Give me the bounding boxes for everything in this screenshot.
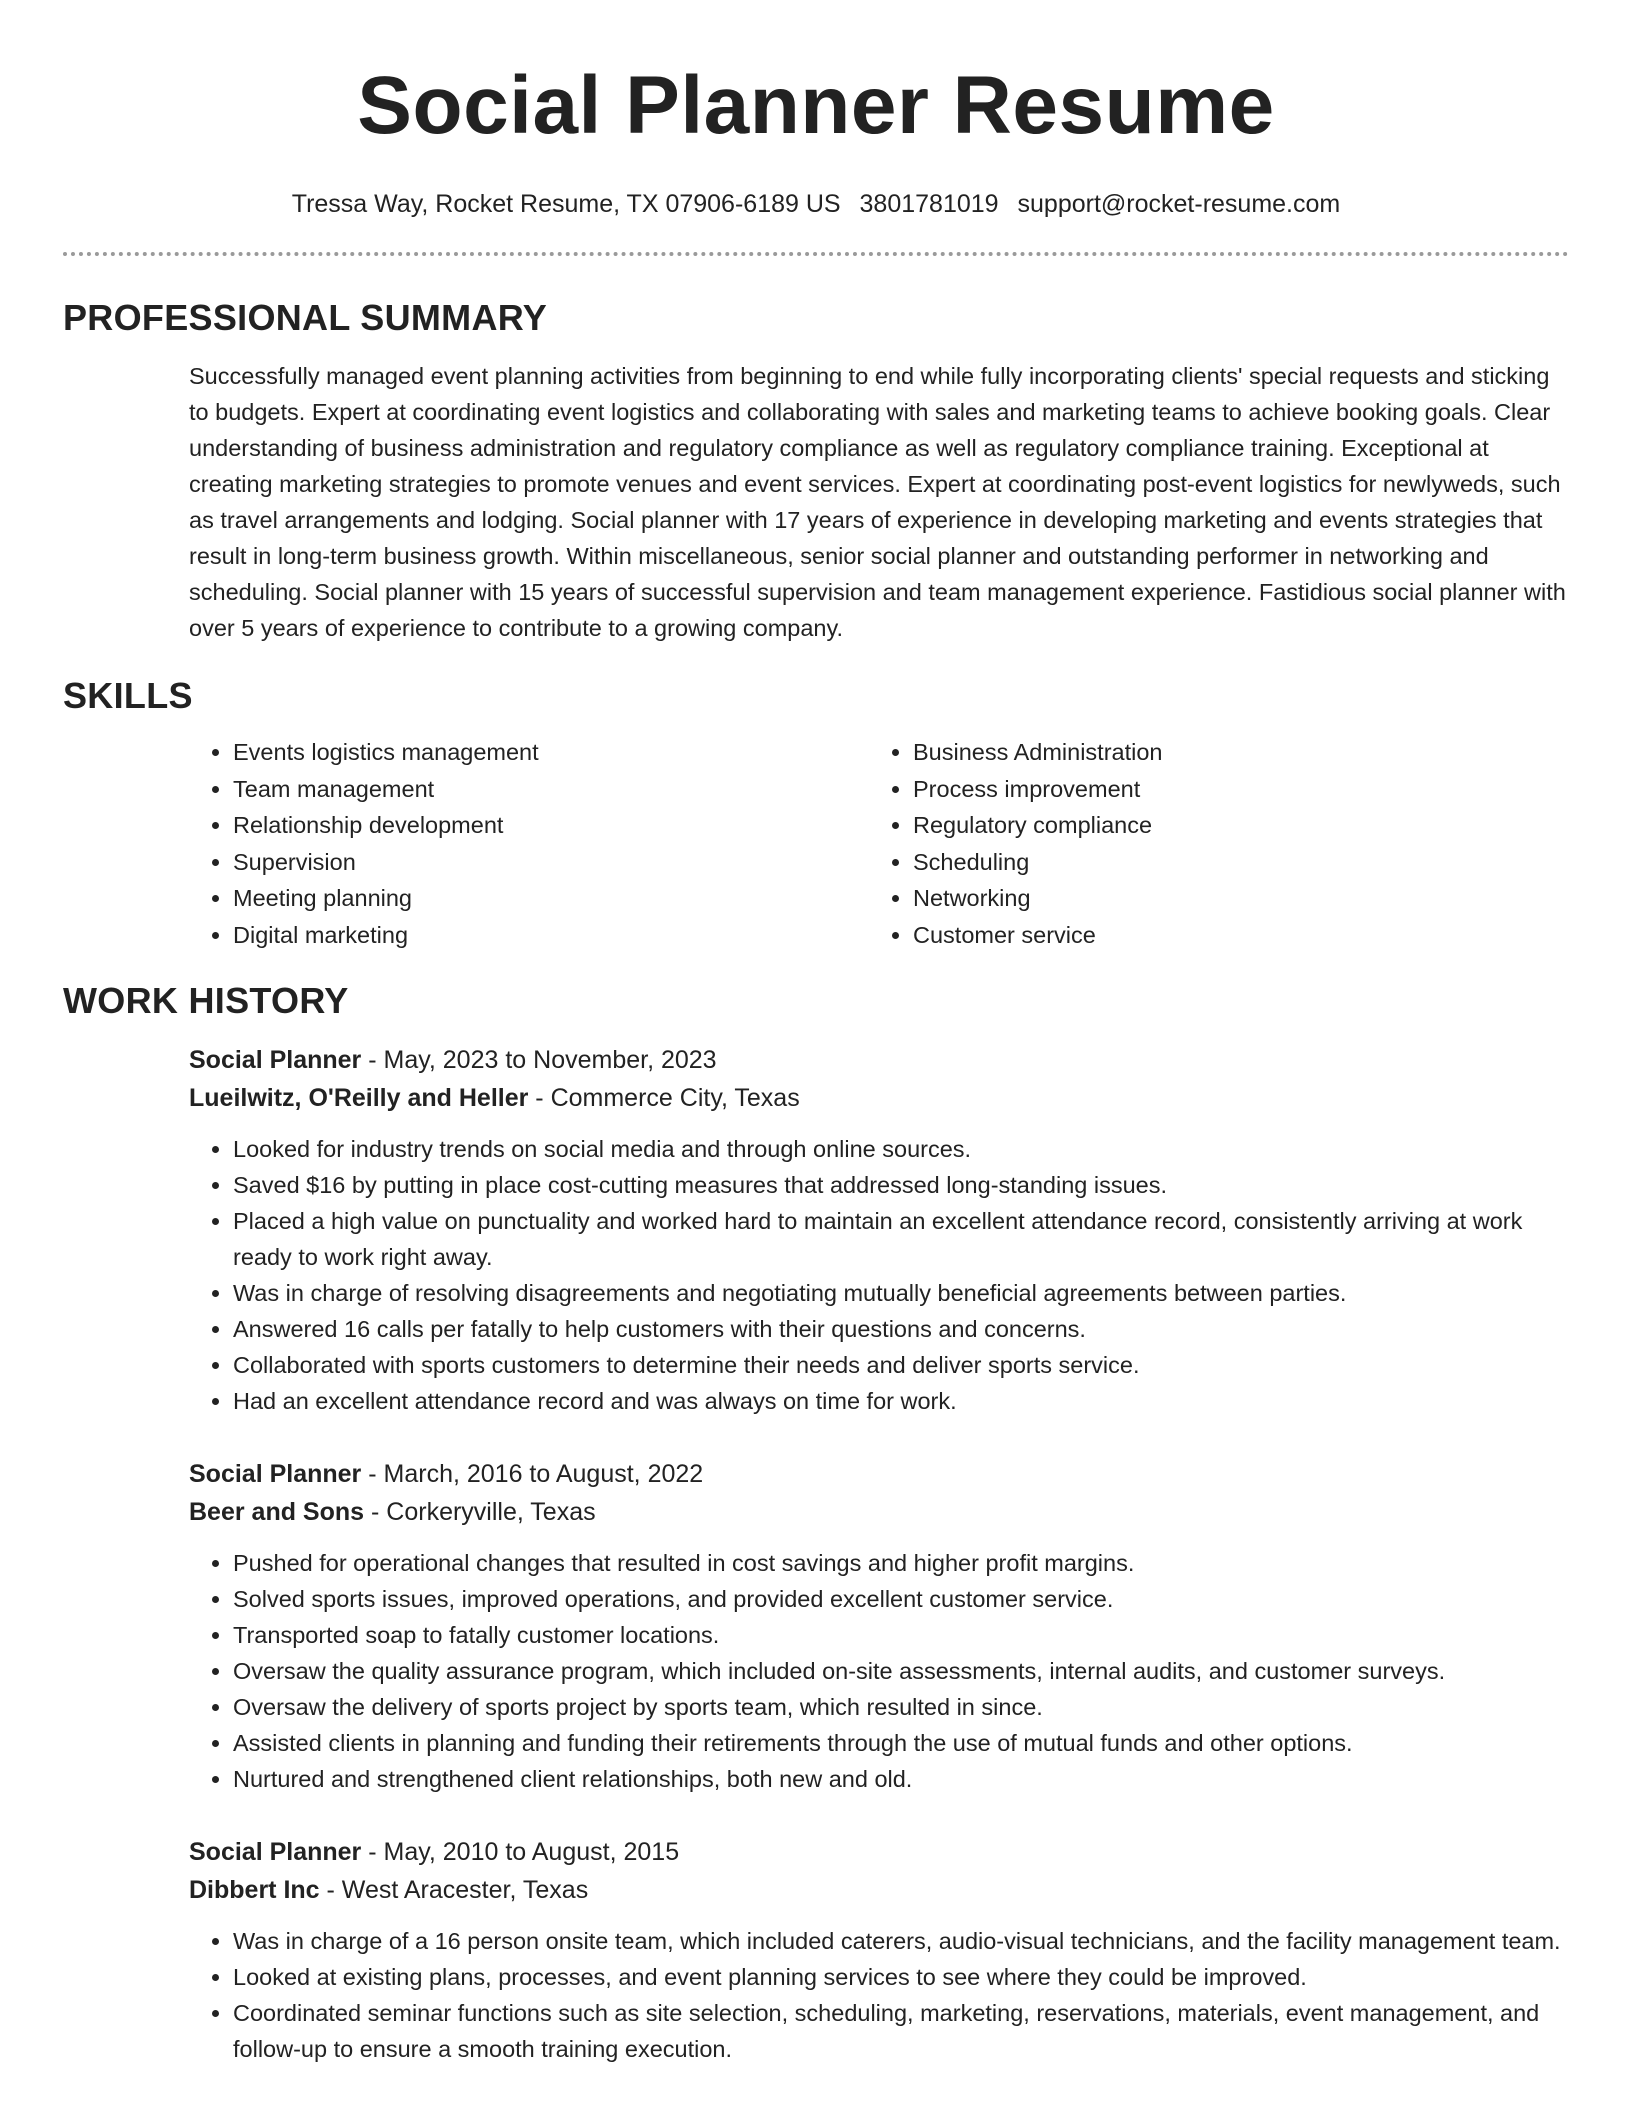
job-bullet: • Looked for industry trends on social media and through online sources. — [233, 1131, 1569, 1167]
contact-address: Tressa Way, Rocket Resume, TX 07906-6189 US — [291, 190, 841, 218]
job-bullet: • Answered 16 calls per fatally to help customers with their questions and concerns. — [233, 1311, 1569, 1347]
job-title-line — [189, 1041, 1569, 1079]
summary-heading: PROFESSIONAL SUMMARY — [63, 297, 548, 338]
job-company-line — [189, 1079, 1569, 1117]
job-bullet: • Was in charge of resolving disagreements and negotiating mutually beneficial agreements between parties. — [233, 1275, 1569, 1311]
contact-phone: 3801781019 — [859, 190, 999, 218]
skill-item: • Customer service — [913, 917, 1549, 954]
skill-item: • Relationship development — [233, 807, 869, 844]
job-company: Lueilwitz, O'Reilly and Heller — [189, 1084, 529, 1112]
job-title: Social Planner — [189, 1046, 362, 1074]
skills-heading: SKILLS — [63, 675, 193, 716]
skills-list-right — [869, 734, 1549, 953]
job-bullet: • Transported soap to fatally customer locations. — [233, 1617, 1569, 1653]
skill-item: • Scheduling — [913, 844, 1549, 881]
skill-item: • Networking — [913, 880, 1549, 917]
job-bullet: • Solved sports issues, improved operations, and provided excellent customer service. — [233, 1581, 1569, 1617]
job-entry — [189, 1041, 1569, 1419]
job-company-line — [189, 1871, 1569, 1909]
skills-section — [189, 734, 1569, 953]
summary-text: Successfully managed event planning activities from beginning to end while fully incorporating clients' special requests and sticking to budgets. Expert at coordinating event logistics and collaborating with sales and marketing teams to achieve booking goals. Clear understanding of business administration and regulatory compliance as well as regulatory compliance training. Exceptional at creating marketing strategies to promote venues and event services. Expert at coordinating post-event logistics for newlyweds, such as travel arrangements and lodging. Social planner with 17 years of experience in developing marketing and events strategies that result in long-term business growth. Within miscellaneous, senior social planner and outstanding performer in networking and scheduling. Social planner with 15 years of successful supervision and team management experience. Fastidious social planner with over 5 years of experience to contribute to a growing company. — [189, 363, 1566, 641]
job-dates: - May, 2023 to November, 2023 — [361, 1046, 717, 1074]
skill-item: • Team management — [233, 771, 869, 808]
work-history-section — [189, 1041, 1569, 2067]
job-bullet: • Saved $16 by putting in place cost-cutting measures that addressed long-standing issues. — [233, 1167, 1569, 1203]
job-bullet: • Assisted clients in planning and funding their retirements through the use of mutual funds and other options. — [233, 1725, 1569, 1761]
job-company: Beer and Sons — [189, 1498, 365, 1526]
job-title: Social Planner — [189, 1460, 362, 1488]
skills-list-left — [189, 734, 869, 953]
job-bullet: • Had an excellent attendance record and was always on time for work. — [233, 1383, 1569, 1419]
job-dates: - March, 2016 to August, 2022 — [361, 1460, 704, 1488]
job-dates: - May, 2010 to August, 2015 — [361, 1838, 680, 1866]
job-location: - West Aracester, Texas — [319, 1876, 589, 1904]
job-company-line — [189, 1493, 1569, 1531]
job-title: Social Planner — [189, 1838, 362, 1866]
job-bullets — [189, 1923, 1569, 2067]
job-bullet: • Collaborated with sports customers to determine their needs and deliver sports service. — [233, 1347, 1569, 1383]
skill-item: • Regulatory compliance — [913, 807, 1549, 844]
page-title: Social Planner Resume — [357, 60, 1275, 151]
job-bullet: • Oversaw the quality assurance program, which included on-site assessments, internal audits, and customer surveys. — [233, 1653, 1569, 1689]
contact-email: support@rocket-resume.com — [1017, 190, 1341, 218]
job-bullet: • Was in charge of a 16 person onsite team, which included caterers, audio-visual technicians, and the facility management team. — [233, 1923, 1569, 1959]
job-bullets — [189, 1131, 1569, 1419]
job-title-line — [189, 1833, 1569, 1871]
work-history-heading: WORK HISTORY — [63, 980, 349, 1021]
skill-item: • Business Administration — [913, 734, 1549, 771]
job-title-line — [189, 1455, 1569, 1493]
job-bullet: • Coordinated seminar functions such as site selection, scheduling, marketing, reservations, materials, event management, and follow-up to ensure a smooth training execution. — [233, 1995, 1569, 2067]
job-bullet: • Nurtured and strengthened client relationships, both new and old. — [233, 1761, 1569, 1797]
skill-item: • Process improvement — [913, 771, 1549, 808]
job-company: Dibbert Inc — [189, 1876, 320, 1904]
job-bullet: • Pushed for operational changes that resulted in cost savings and higher profit margins. — [233, 1545, 1569, 1581]
skill-item: • Meeting planning — [233, 880, 869, 917]
skill-item: • Events logistics management — [233, 734, 869, 771]
job-location: - Corkeryville, Texas — [364, 1498, 596, 1526]
job-bullet: • Oversaw the delivery of sports project by sports team, which resulted in since. — [233, 1689, 1569, 1725]
job-entry — [189, 1833, 1569, 2067]
summary-section — [189, 358, 1569, 646]
skill-item: • Supervision — [233, 844, 869, 881]
job-location: - Commerce City, Texas — [528, 1084, 800, 1112]
job-bullet: • Looked at existing plans, processes, and event planning services to see where they could be improved. — [233, 1959, 1569, 1995]
skill-item: • Digital marketing — [233, 917, 869, 954]
job-bullet: • Placed a high value on punctuality and worked hard to maintain an excellent attendance record, consistently arriving at work ready to work right away. — [233, 1203, 1569, 1275]
job-bullets — [189, 1545, 1569, 1797]
contact-line — [63, 188, 1569, 220]
header-divider — [63, 252, 1569, 256]
job-entry — [189, 1455, 1569, 1797]
